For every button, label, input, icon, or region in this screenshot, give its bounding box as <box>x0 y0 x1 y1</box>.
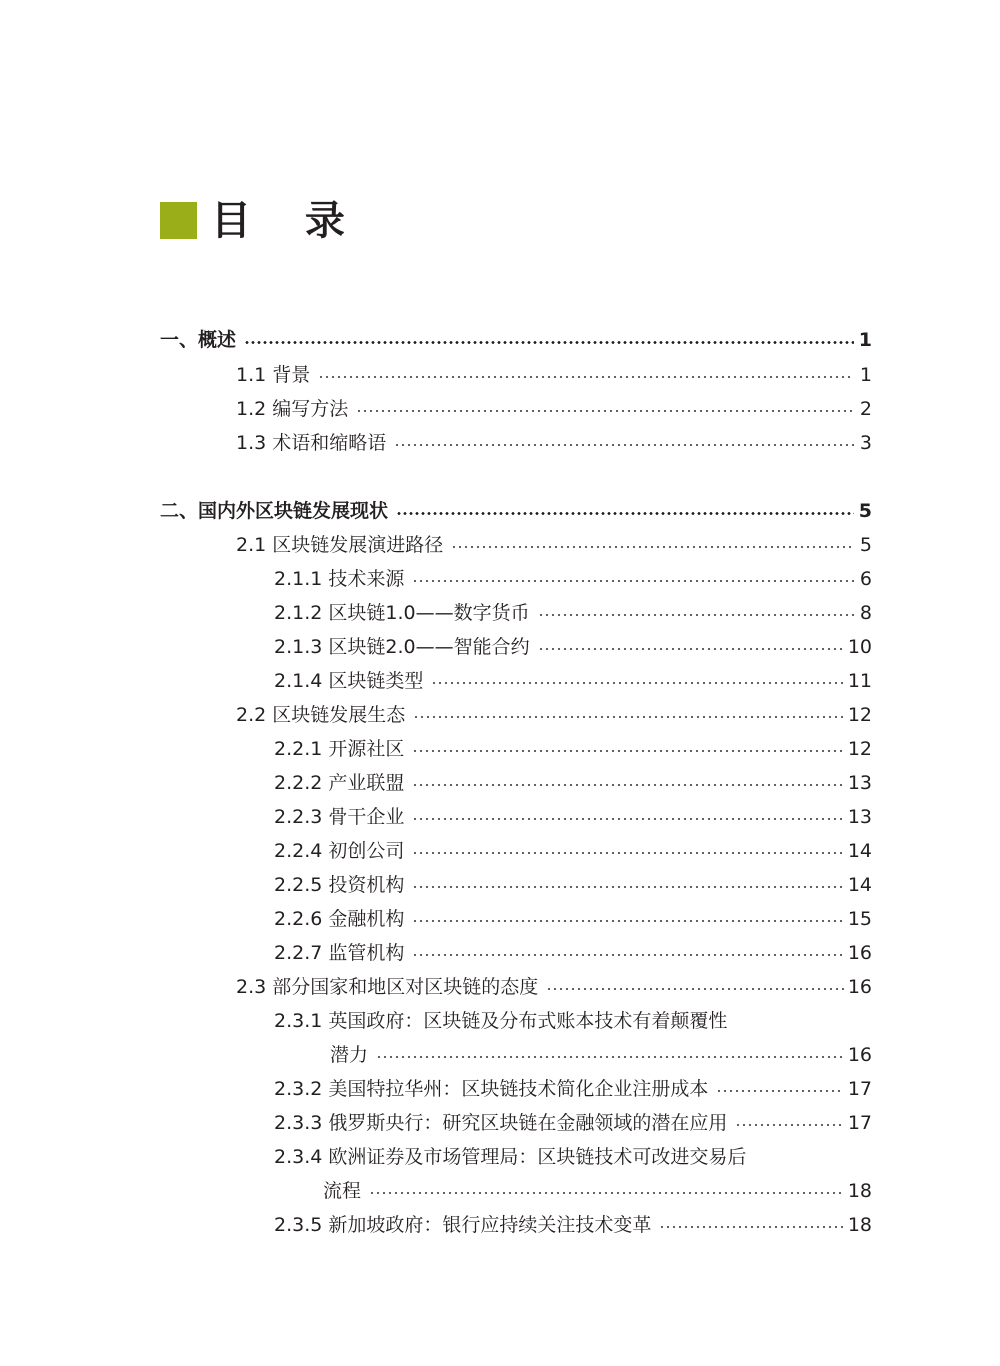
toc-entry-page: 1 <box>859 364 872 386</box>
toc-entry-2-1-2[interactable] <box>274 599 872 627</box>
dot-leader <box>412 886 843 888</box>
toc-entry-2-2-4[interactable] <box>274 837 872 865</box>
toc-entry-label: 1.3 术语和缩略语 <box>236 432 387 454</box>
toc-entry-label: 2.2.5 投资机构 <box>274 874 405 896</box>
toc-entry-label: 2.1.2 区块链1.0——数字货币 <box>274 602 530 624</box>
toc-entry-page: 13 <box>847 806 872 828</box>
toc-entry-page: 13 <box>847 772 872 794</box>
dot-leader <box>413 716 844 718</box>
toc-entry-2-2-1[interactable] <box>274 735 872 763</box>
toc-entry-page: 14 <box>847 874 872 896</box>
dot-leader <box>538 648 844 650</box>
toc-entry-page: 16 <box>847 1044 872 1066</box>
dot-leader <box>412 818 843 820</box>
toc-entry-page: 10 <box>847 636 872 658</box>
toc-entry-label: 2.2.1 开源社区 <box>274 738 405 760</box>
toc-entry-1-1[interactable] <box>236 361 872 389</box>
dot-leader <box>412 920 843 922</box>
toc-entry-2-1-4[interactable] <box>274 667 872 695</box>
dot-leader <box>244 341 854 344</box>
dot-leader <box>356 410 854 412</box>
toc-entry-2-2-6[interactable] <box>274 905 872 933</box>
dot-leader <box>538 614 854 616</box>
toc-entry-2-3-4[interactable] <box>323 1177 872 1205</box>
toc-entry-2-3[interactable] <box>236 973 872 1001</box>
toc-entry-label: 2.1.3 区块链2.0——智能合约 <box>274 636 530 658</box>
dot-leader <box>412 580 854 582</box>
toc-entry-page: 17 <box>847 1112 872 1134</box>
toc-entry-page: 16 <box>847 942 872 964</box>
toc-entry-2-3-1[interactable] <box>330 1041 872 1069</box>
toc-entry-page: 15 <box>847 908 872 930</box>
dot-leader <box>412 784 843 786</box>
toc-entry-2-1-1[interactable] <box>274 565 872 593</box>
toc-entry-label: 2.2.7 监管机构 <box>274 942 405 964</box>
toc-entry-2-1[interactable] <box>236 531 872 559</box>
toc-entry-label: 2.3 部分国家和地区对区块链的态度 <box>236 976 539 998</box>
toc-entry-2-2-5[interactable] <box>274 871 872 899</box>
toc-entry-page: 2 <box>859 398 872 420</box>
toc-entry-page: 5 <box>858 500 872 522</box>
toc-entry-2-2[interactable] <box>236 701 872 729</box>
toc-entry-page: 3 <box>859 432 872 454</box>
toc-entry-page: 17 <box>847 1078 872 1100</box>
page-title: 目 录 <box>211 197 365 244</box>
toc-entry-2-3-4-line1[interactable]: 2.3.4 欧洲证券及市场管理局：区块链技术可改进交易后 <box>274 1146 747 1168</box>
dot-leader <box>735 1124 843 1126</box>
dot-leader <box>412 852 843 854</box>
toc-entry-page: 8 <box>859 602 872 624</box>
toc-entry-2-3-5[interactable] <box>274 1211 872 1239</box>
toc-entry-2-3-1-line1[interactable]: 2.3.1 英国政府：区块链及分布式账本技术有着颠覆性 <box>274 1010 728 1032</box>
dot-leader <box>376 1056 844 1058</box>
toc-entry-2-1-3[interactable] <box>274 633 872 661</box>
toc-entry-page: 1 <box>858 329 872 351</box>
toc-entry-page: 5 <box>859 534 872 556</box>
toc-entry-label: 2.2.3 骨干企业 <box>274 806 405 828</box>
dot-leader <box>318 376 854 378</box>
toc-entry-2-2-2[interactable] <box>274 769 872 797</box>
toc-entry-label: 2.1.4 区块链类型 <box>274 670 424 692</box>
dot-leader <box>716 1090 843 1092</box>
toc-entry-label: 1.2 编写方法 <box>236 398 349 420</box>
toc-entry-label: 2.1.1 技术来源 <box>274 568 405 590</box>
dot-leader <box>431 682 843 684</box>
dot-leader <box>369 1192 844 1194</box>
dot-leader <box>396 512 854 515</box>
toc-entry-2-2-7[interactable] <box>274 939 872 967</box>
toc-entry-page: 18 <box>847 1214 872 1236</box>
toc-entry-page: 18 <box>847 1180 872 1202</box>
toc-entry-page: 12 <box>847 704 872 726</box>
dot-leader <box>546 988 844 990</box>
toc-entry-1-3[interactable] <box>236 429 872 457</box>
dot-leader <box>659 1226 843 1228</box>
toc-entry-page: 12 <box>847 738 872 760</box>
toc-entry-label: 2.3.2 美国特拉华州：区块链技术简化企业注册成本 <box>274 1078 709 1100</box>
toc-entry-label: 2.3.3 俄罗斯央行：研究区块链在金融领域的潜在应用 <box>274 1112 728 1134</box>
toc-entry-label: 二、国内外区块链发展现状 <box>160 500 389 522</box>
toc-entry-page: 11 <box>847 670 872 692</box>
toc-entry-page: 6 <box>859 568 872 590</box>
dot-leader <box>394 444 854 446</box>
toc-entry-2[interactable] <box>160 497 872 525</box>
toc-entry-label: 1.1 背景 <box>236 364 311 386</box>
toc-entry-2-2-3[interactable] <box>274 803 872 831</box>
toc-entry-page: 14 <box>847 840 872 862</box>
toc-entry-label: 一、概述 <box>160 329 237 351</box>
toc-entry-label: 2.1 区块链发展演进路径 <box>236 534 444 556</box>
toc-entry-1[interactable] <box>160 326 872 354</box>
dot-leader <box>451 546 854 548</box>
toc-entry-label: 2.2 区块链发展生态 <box>236 704 406 726</box>
toc-entry-page: 16 <box>847 976 872 998</box>
toc-entry-label: 2.2.6 金融机构 <box>274 908 405 930</box>
dot-leader <box>412 750 843 752</box>
toc-entry-2-3-3[interactable] <box>274 1109 872 1137</box>
toc-entry-label: 流程 <box>323 1180 362 1202</box>
toc-entry-label: 潜力 <box>330 1044 369 1066</box>
toc-entry-1-2[interactable] <box>236 395 872 423</box>
dot-leader <box>412 954 843 956</box>
toc-entry-label: 2.3.5 新加坡政府：银行应持续关注技术变革 <box>274 1214 652 1236</box>
toc-entry-label: 2.2.4 初创公司 <box>274 840 405 862</box>
toc-entry-2-3-2[interactable] <box>274 1075 872 1103</box>
toc-entry-label: 2.2.2 产业联盟 <box>274 772 405 794</box>
